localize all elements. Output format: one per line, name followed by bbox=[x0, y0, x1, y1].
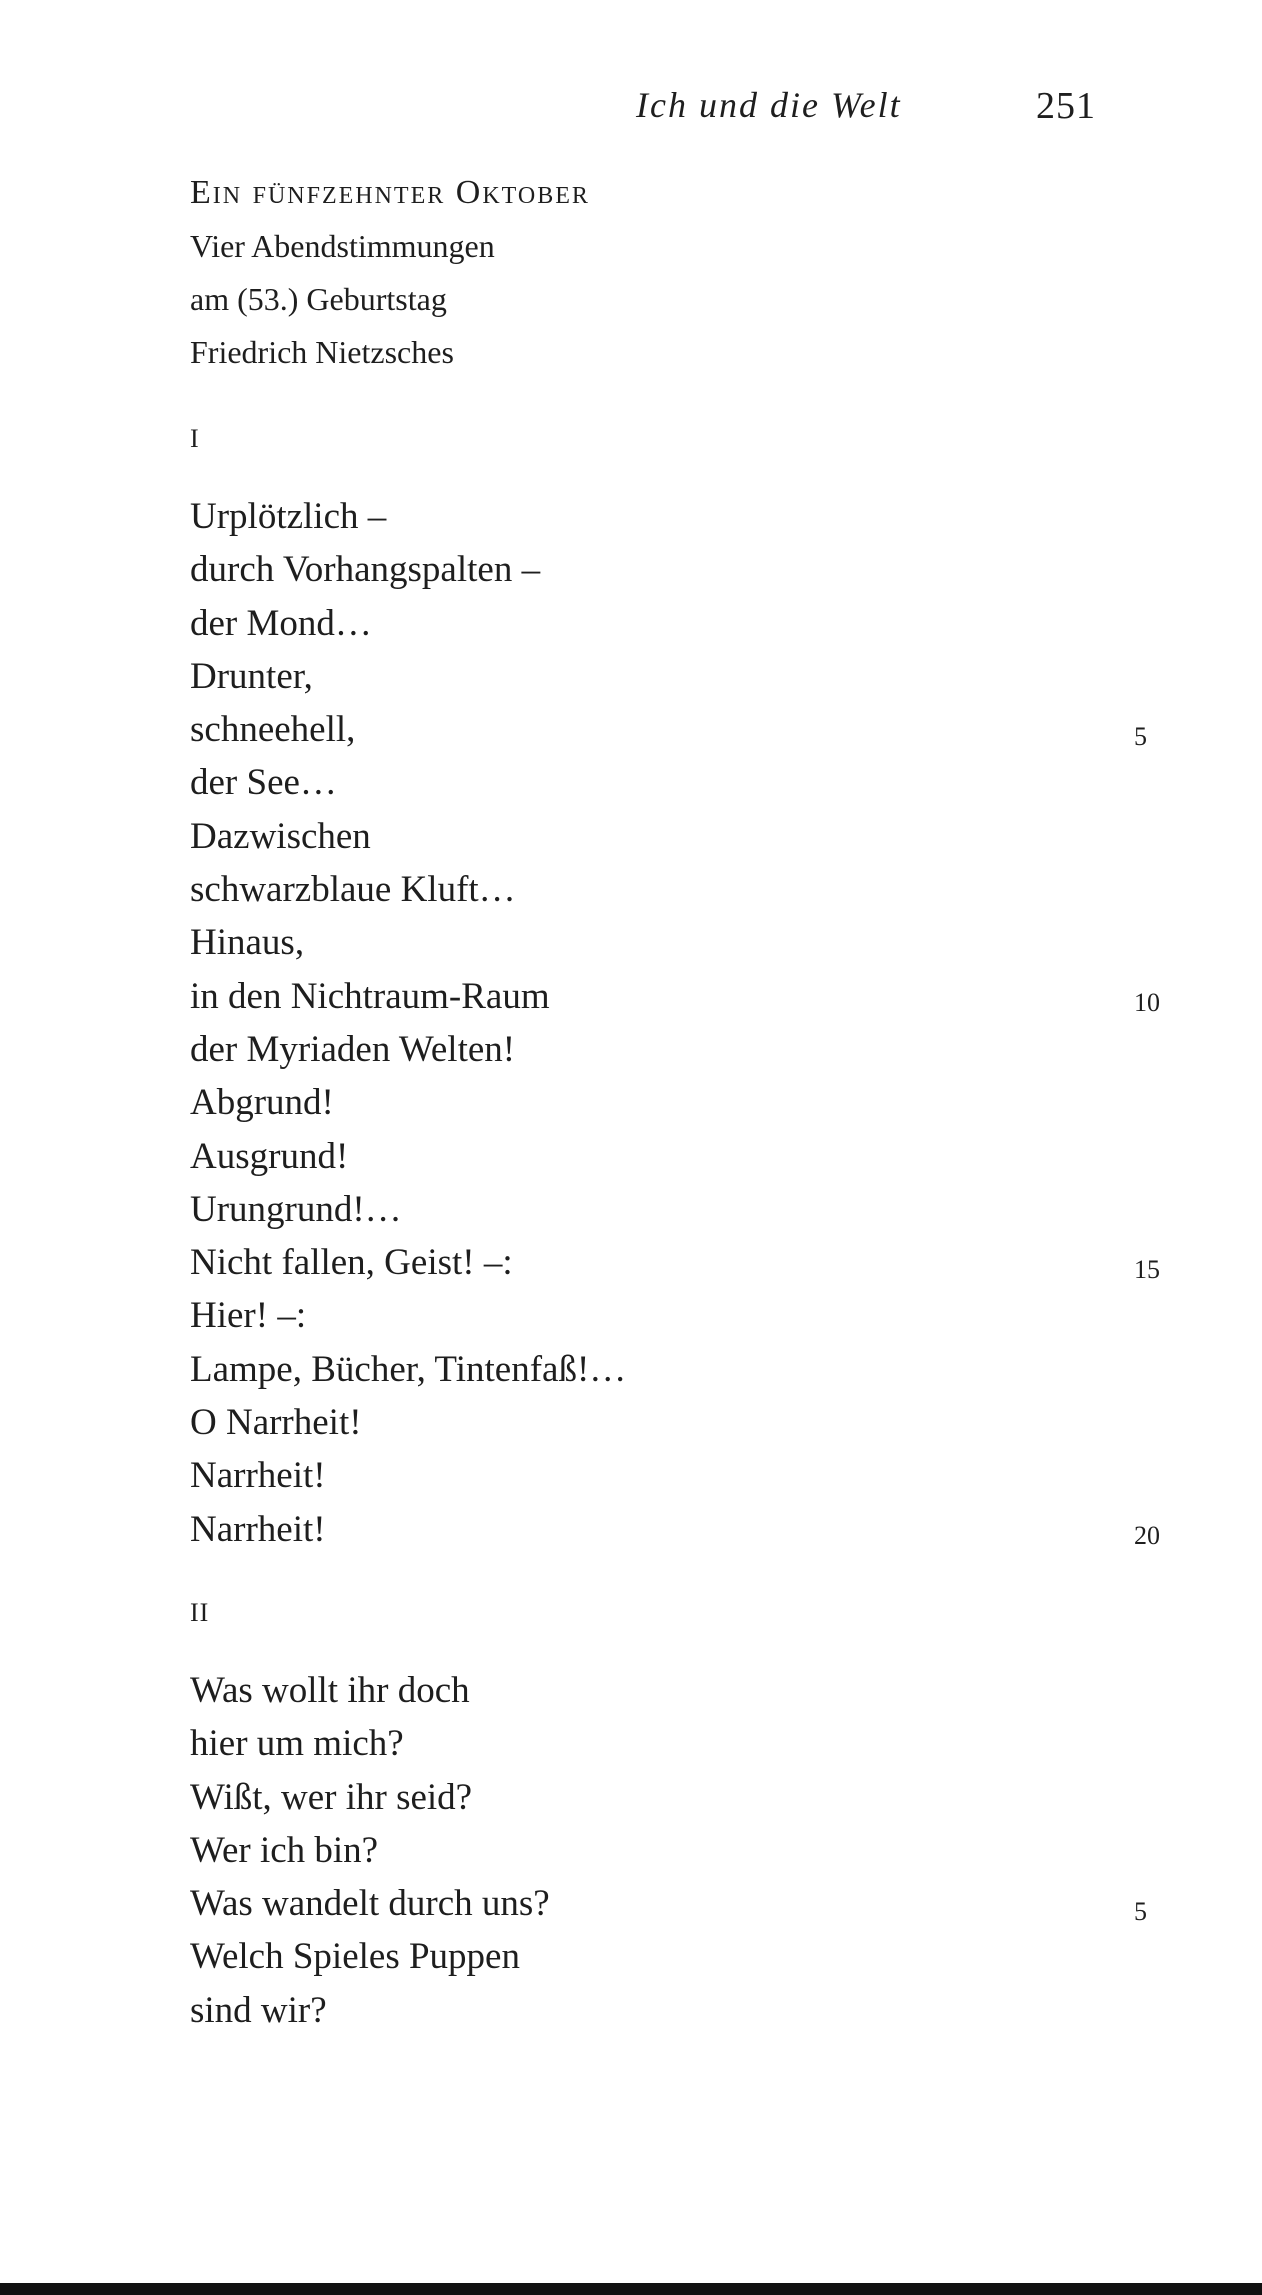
line-number: 5 bbox=[1134, 722, 1147, 751]
verse-line: Narrheit! bbox=[190, 1455, 326, 1497]
verse-line: hier um mich? bbox=[190, 1723, 404, 1765]
verse-line: Wer ich bin? bbox=[190, 1829, 379, 1871]
verse-line: der Myriaden Welten! bbox=[190, 1028, 516, 1070]
page-bottom-edge bbox=[0, 2283, 1262, 2295]
verse-line: Lampe, Bücher, Tintenfaß!… bbox=[190, 1348, 627, 1390]
verse-line: sind wir? bbox=[190, 1989, 327, 2031]
verse-line: Hinaus, bbox=[190, 922, 305, 964]
poem-subtitle-line: Friedrich Nietzsches bbox=[190, 334, 454, 370]
verse-line: der Mond… bbox=[190, 602, 372, 644]
line-number: 5 bbox=[1134, 1897, 1147, 1926]
poem-subtitle-line: am (53.) Geburtstag bbox=[190, 281, 447, 317]
verse-line: Welch Spieles Puppen bbox=[190, 1936, 520, 1978]
verse-line: Was wollt ihr doch bbox=[190, 1670, 470, 1711]
verse-line: Drunter, bbox=[190, 655, 313, 697]
section-numeral: I bbox=[190, 424, 200, 453]
verse-line: Urungrund!… bbox=[190, 1188, 402, 1230]
section-numeral: II bbox=[190, 1598, 210, 1627]
verse-line: Was wandelt durch uns? bbox=[190, 1883, 550, 1925]
verse-line: Hier! –: bbox=[190, 1295, 307, 1337]
verse-line: in den Nichtraum-Raum bbox=[190, 975, 550, 1017]
poem-title: Ein fünfzehnter Oktober bbox=[190, 174, 590, 211]
stanza bbox=[190, 1664, 550, 2037]
line-number: 20 bbox=[1134, 1521, 1160, 1550]
verse-line: Dazwischen bbox=[190, 815, 371, 857]
verse-line: O Narrheit! bbox=[190, 1402, 362, 1444]
poem-subtitle-line: Vier Abendstimmungen bbox=[190, 228, 495, 264]
verse-line: der See… bbox=[190, 762, 337, 804]
line-number: 15 bbox=[1134, 1255, 1160, 1284]
verse-line: durch Vorhangspalten – bbox=[190, 549, 541, 591]
verse-line: Nicht fallen, Geist! –: bbox=[190, 1242, 513, 1284]
stanza bbox=[190, 490, 626, 1556]
running-head: Ich und die Welt bbox=[636, 85, 902, 125]
verse-line: Urplötzlich – bbox=[190, 496, 387, 537]
verse-line: schneehell, bbox=[190, 709, 356, 751]
verse-line: Ausgrund! bbox=[190, 1135, 349, 1177]
verse-line: Wißt, wer ihr seid? bbox=[190, 1776, 473, 1818]
verse-line: schwarzblaue Kluft… bbox=[190, 869, 516, 911]
page-number: 251 bbox=[1036, 85, 1096, 127]
verse-line: Abgrund! bbox=[190, 1082, 334, 1124]
line-number: 10 bbox=[1134, 988, 1160, 1017]
verse-line: Narrheit! bbox=[190, 1508, 326, 1550]
